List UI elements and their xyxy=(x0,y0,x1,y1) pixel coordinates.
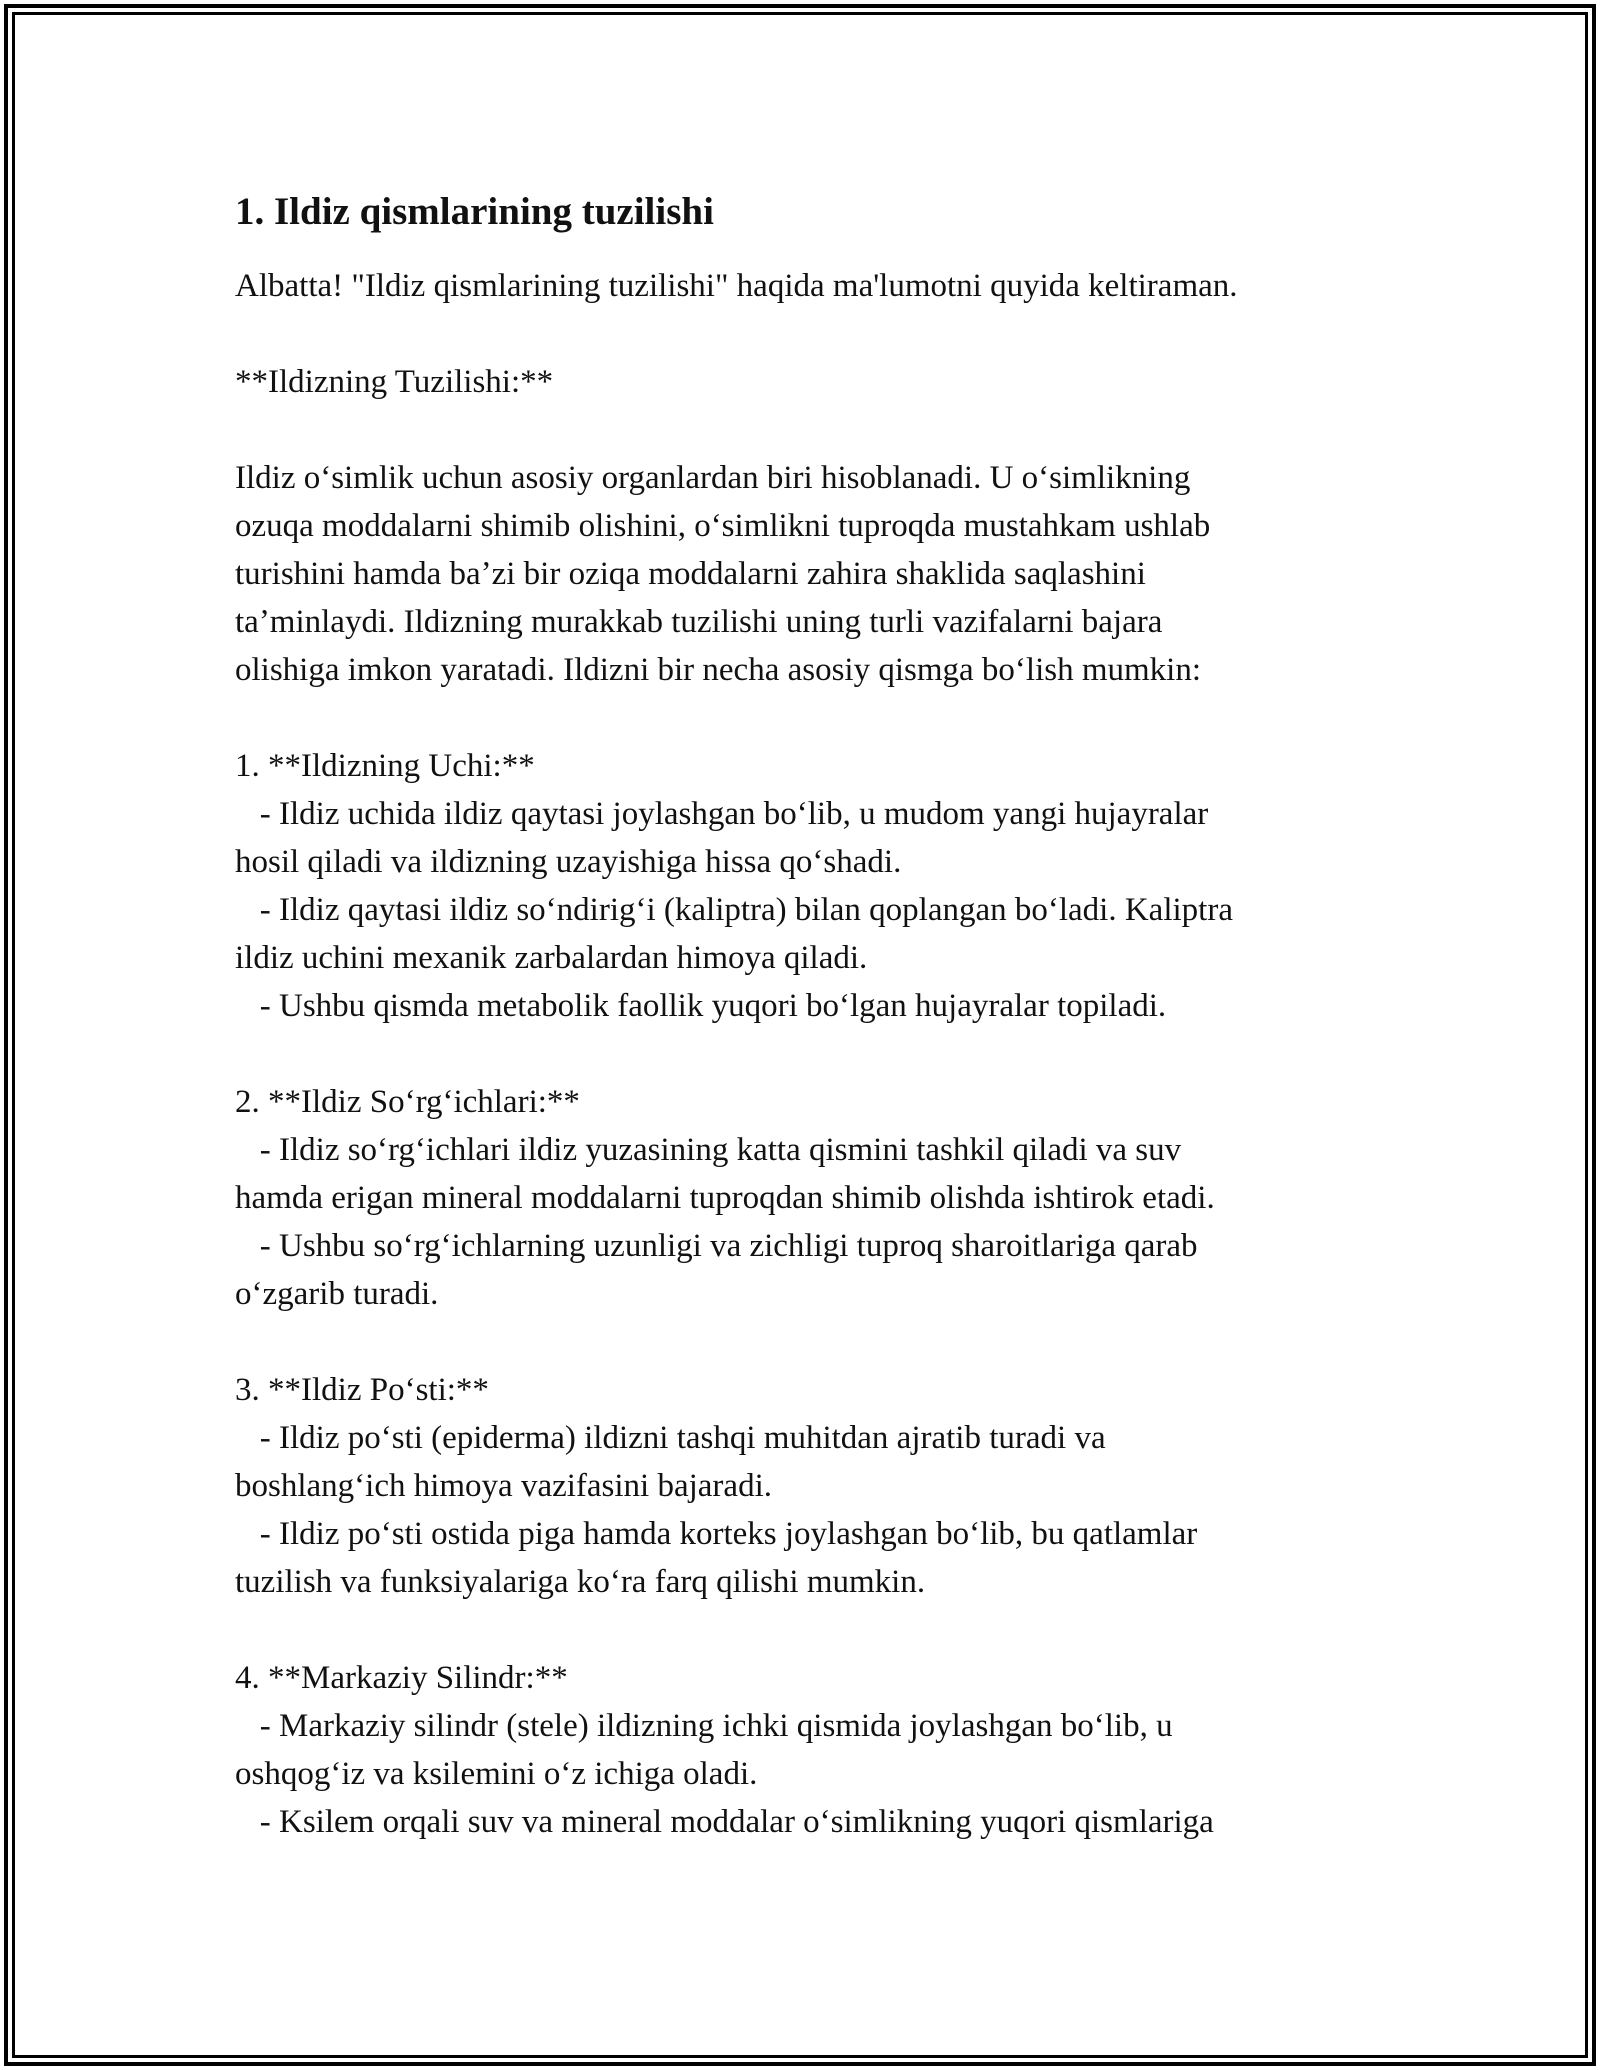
text-line: olishiga imkon yaratadi. Ildizni bir necha asosiy qismga boʻlish mumkin: xyxy=(235,652,1202,688)
text-line: hosil qiladi va ildizning uzayishiga hissa qoʻshadi. xyxy=(235,844,902,880)
text-line: - Ildiz soʻrgʻichlari ildiz yuzasining katta qismini tashkil qiladi va suv xyxy=(235,1132,1182,1168)
text-line: 4. **Markaziy Silindr:** xyxy=(235,1660,568,1696)
blank-line xyxy=(235,406,1385,454)
blank-line xyxy=(235,1606,1385,1654)
text-line: oshqogʻiz va ksilemini oʻz ichiga oladi. xyxy=(235,1756,758,1792)
blank-line xyxy=(235,310,1385,358)
text-line: - Ushbu qismda metabolik faollik yuqori boʻlgan hujayralar topiladi. xyxy=(235,988,1167,1024)
text-line: Ildiz oʻsimlik uchun asosiy organlardan biri hisoblanadi. U oʻsimlikning xyxy=(235,460,1191,496)
blank-line xyxy=(235,1318,1385,1366)
text-line: 3. **Ildiz Poʻsti:** xyxy=(235,1372,489,1408)
text-line: - Ildiz poʻsti (epiderma) ildizni tashqi muhitdan ajratib turadi va xyxy=(235,1420,1106,1456)
body-text xyxy=(235,262,1385,1846)
text-line: **Ildizning Tuzilishi:** xyxy=(235,364,554,400)
document-body xyxy=(235,188,1385,1846)
text-line: ozuqa moddalarni shimib olishini, oʻsimlikni tuproqda mustahkam ushlab xyxy=(235,508,1211,544)
text-line: Albatta! "Ildiz qismlarining tuzilishi" haqida ma'lumotni quyida keltiraman. xyxy=(235,268,1238,304)
page-title: 1. Ildiz qismlarining tuzilishi xyxy=(235,190,714,233)
text-line: oʻzgarib turadi. xyxy=(235,1276,439,1312)
text-line: ildiz uchini mexanik zarbalardan himoya qiladi. xyxy=(235,940,868,976)
text-line: - Markaziy silindr (stele) ildizning ichki qismida joylashgan boʻlib, u xyxy=(235,1708,1173,1744)
text-line: taʼminlaydi. Ildizning murakkab tuzilishi uning turli vazifalarni bajara xyxy=(235,604,1163,640)
text-line: boshlangʻich himoya vazifasini bajaradi. xyxy=(235,1468,772,1504)
text-line: 2. **Ildiz Soʻrgʻichlari:** xyxy=(235,1084,580,1120)
text-line: turishini hamda baʼzi bir oziqa moddalarni zahira shaklida saqlashini xyxy=(235,556,1146,592)
text-line: hamda erigan mineral moddalarni tuproqdan shimib olishda ishtirok etadi. xyxy=(235,1180,1215,1216)
text-line: - Ksilem orqali suv va mineral moddalar oʻsimlikning yuqori qismlariga xyxy=(235,1804,1214,1840)
text-line: - Ushbu soʻrgʻichlarning uzunligi va zichligi tuproq sharoitlariga qarab xyxy=(235,1228,1198,1264)
blank-line xyxy=(235,694,1385,742)
text-line: - Ildiz qaytasi ildiz soʻndirigʻi (kaliptra) bilan qoplangan boʻladi. Kaliptra xyxy=(235,892,1233,928)
text-line: - Ildiz uchida ildiz qaytasi joylashgan boʻlib, u mudom yangi hujayralar xyxy=(235,796,1209,832)
text-line: - Ildiz poʻsti ostida piga hamda korteks joylashgan boʻlib, bu qatlamlar xyxy=(235,1516,1198,1552)
text-line: tuzilish va funksiyalariga koʻra farq qilishi mumkin. xyxy=(235,1564,926,1600)
text-line: 1. **Ildizning Uchi:** xyxy=(235,748,535,784)
blank-line xyxy=(235,1030,1385,1078)
